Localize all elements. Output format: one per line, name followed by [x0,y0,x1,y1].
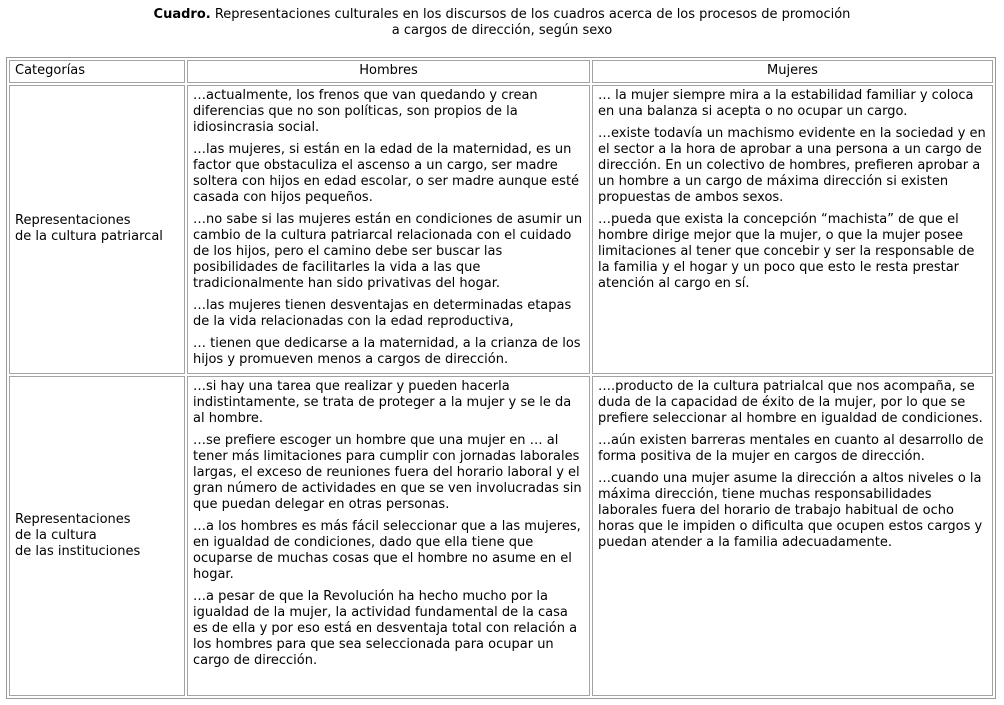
hombres-quotes-cell-patriarcal [187,85,590,374]
header-row [9,60,993,83]
category-line: de las instituciones [15,543,141,559]
caption-line-2: a cargos de dirección, según sexo [391,23,613,38]
quote-paragraph: …si hay una tarea que realizar y pueden hacerla indistintamente, se trata de proteger a la mujer y se le da al hombre. [193,379,572,426]
header-mujeres: Mujeres [592,60,993,83]
quote-paragraph: … la mujer siempre mira a la estabilidad familiar y coloca en una balanza si acepta o no ocupar un cargo. [598,88,974,119]
caption-text: Representaciones culturales en los discursos de los cuadros acerca de los procesos de promoción [210,7,851,22]
table-row [9,85,993,374]
quote-paragraph: …actualmente, los frenos que van quedando y crean diferencias que no son políticas, son propios de la idiosincrasia social. [193,88,538,135]
quote-paragraph: …existe todavía un machismo evidente en la sociedad y en el sector a la hora de aprobar a una persona a un cargo de dirección. En un colectivo de hombres, prefieren aprobar a un hombre a un cargo de máxima dirección si existen propuestas de ambos sexos. [598,126,986,205]
quote-paragraph: …a pesar de que la Revolución ha hecho mucho por la igualdad de la mujer, la actividad fundamental de la casa es de ella y por eso está en desventaja total con relación a los hombres para que sea seleccionada para ocupar un cargo de dirección. [193,589,578,668]
category-line: de la cultura [15,527,97,543]
category-cell-instituciones [9,376,185,696]
caption-line-1 [0,7,1004,23]
mujeres-quotes-cell-patriarcal [592,85,993,374]
quote-paragraph: …las mujeres, si están en la edad de la maternidad, es un factor que obstaculiza el ascenso a un cargo, ser madre soltera con hijos en edad escolar, o ser madre aunque esté casada con hijos pequeños. [193,142,580,205]
category-cell-patriarcal [9,85,185,374]
header-hombres: Hombres [187,60,590,83]
hombres-quotes-cell-instituciones [187,376,590,696]
category-line: de la cultura patriarcal [15,229,163,244]
quote-paragraph: …las mujeres tienen desventajas en determinadas etapas de la vida relacionadas con la edad reproductiva, [193,298,572,329]
quote-paragraph: …aún existen barreras mentales en cuanto al desarrollo de forma positiva de la mujer en cargos de dirección. [598,433,984,464]
caption-label: Cuadro. [153,7,211,22]
category-line: Representaciones [15,511,131,527]
mujeres-quotes-cell-instituciones [592,376,993,696]
header-categorias: Categorías [9,60,185,83]
quote-paragraph: …pueda que exista la concepción “machista” de que el hombre dirige mejor que la mujer, o que la mujer posee limitaciones al tener que concebir y ser la responsable de la familia y el hogar y un poco que esto le resta prestar atención al cargo en sí. [598,212,975,291]
quote-paragraph: …a los hombres es más fácil seleccionar que a las mujeres, en igualdad de condiciones, dado que ella tiene que ocuparse de muchas cosas que el hombre no asume en el hogar. [193,519,581,582]
table-row [9,376,993,696]
quote-paragraph: …cuando una mujer asume la dirección a altos niveles o la máxima dirección, tiene muchas responsabilidades laborales fuera del horario de trabajo habitual de ocho horas que le impiden o dificulta que ocupen estos cargos y puedan atender a la familia adecuadamente. [598,471,983,550]
table-caption [0,7,1004,39]
table-body [9,85,993,696]
quote-paragraph: …no sabe si las mujeres están en condiciones de asumir un cambio de la cultura patriarcal relacionada con el cuidado de los hijos, pero el camino debe ser buscar las posibilidades de facilitarles la vida a las que tradicionalmente han sido privativas del hogar. [193,212,583,291]
table-header [9,60,993,83]
quote-paragraph: … tienen que dedicarse a la maternidad, a la crianza de los hijos y promueven menos a cargos de dirección. [193,336,581,367]
category-line: Representaciones [15,213,131,228]
quote-paragraph: …se prefiere escoger un hombre que una mujer en … al tener más limitaciones para cumplir con jornadas laborales largas, el exceso de reuniones fuera del horario laboral y el gran número de actividades en que se ven involucradas sin que puedan delegar en otras personas. [193,433,582,512]
representations-table [6,57,996,699]
quote-paragraph: ….producto de la cultura patrialcal que nos acompaña, se duda de la capacidad de éxito de la mujer, por lo que se prefiere seleccionar al hombre en igualdad de condiciones. [598,379,983,426]
